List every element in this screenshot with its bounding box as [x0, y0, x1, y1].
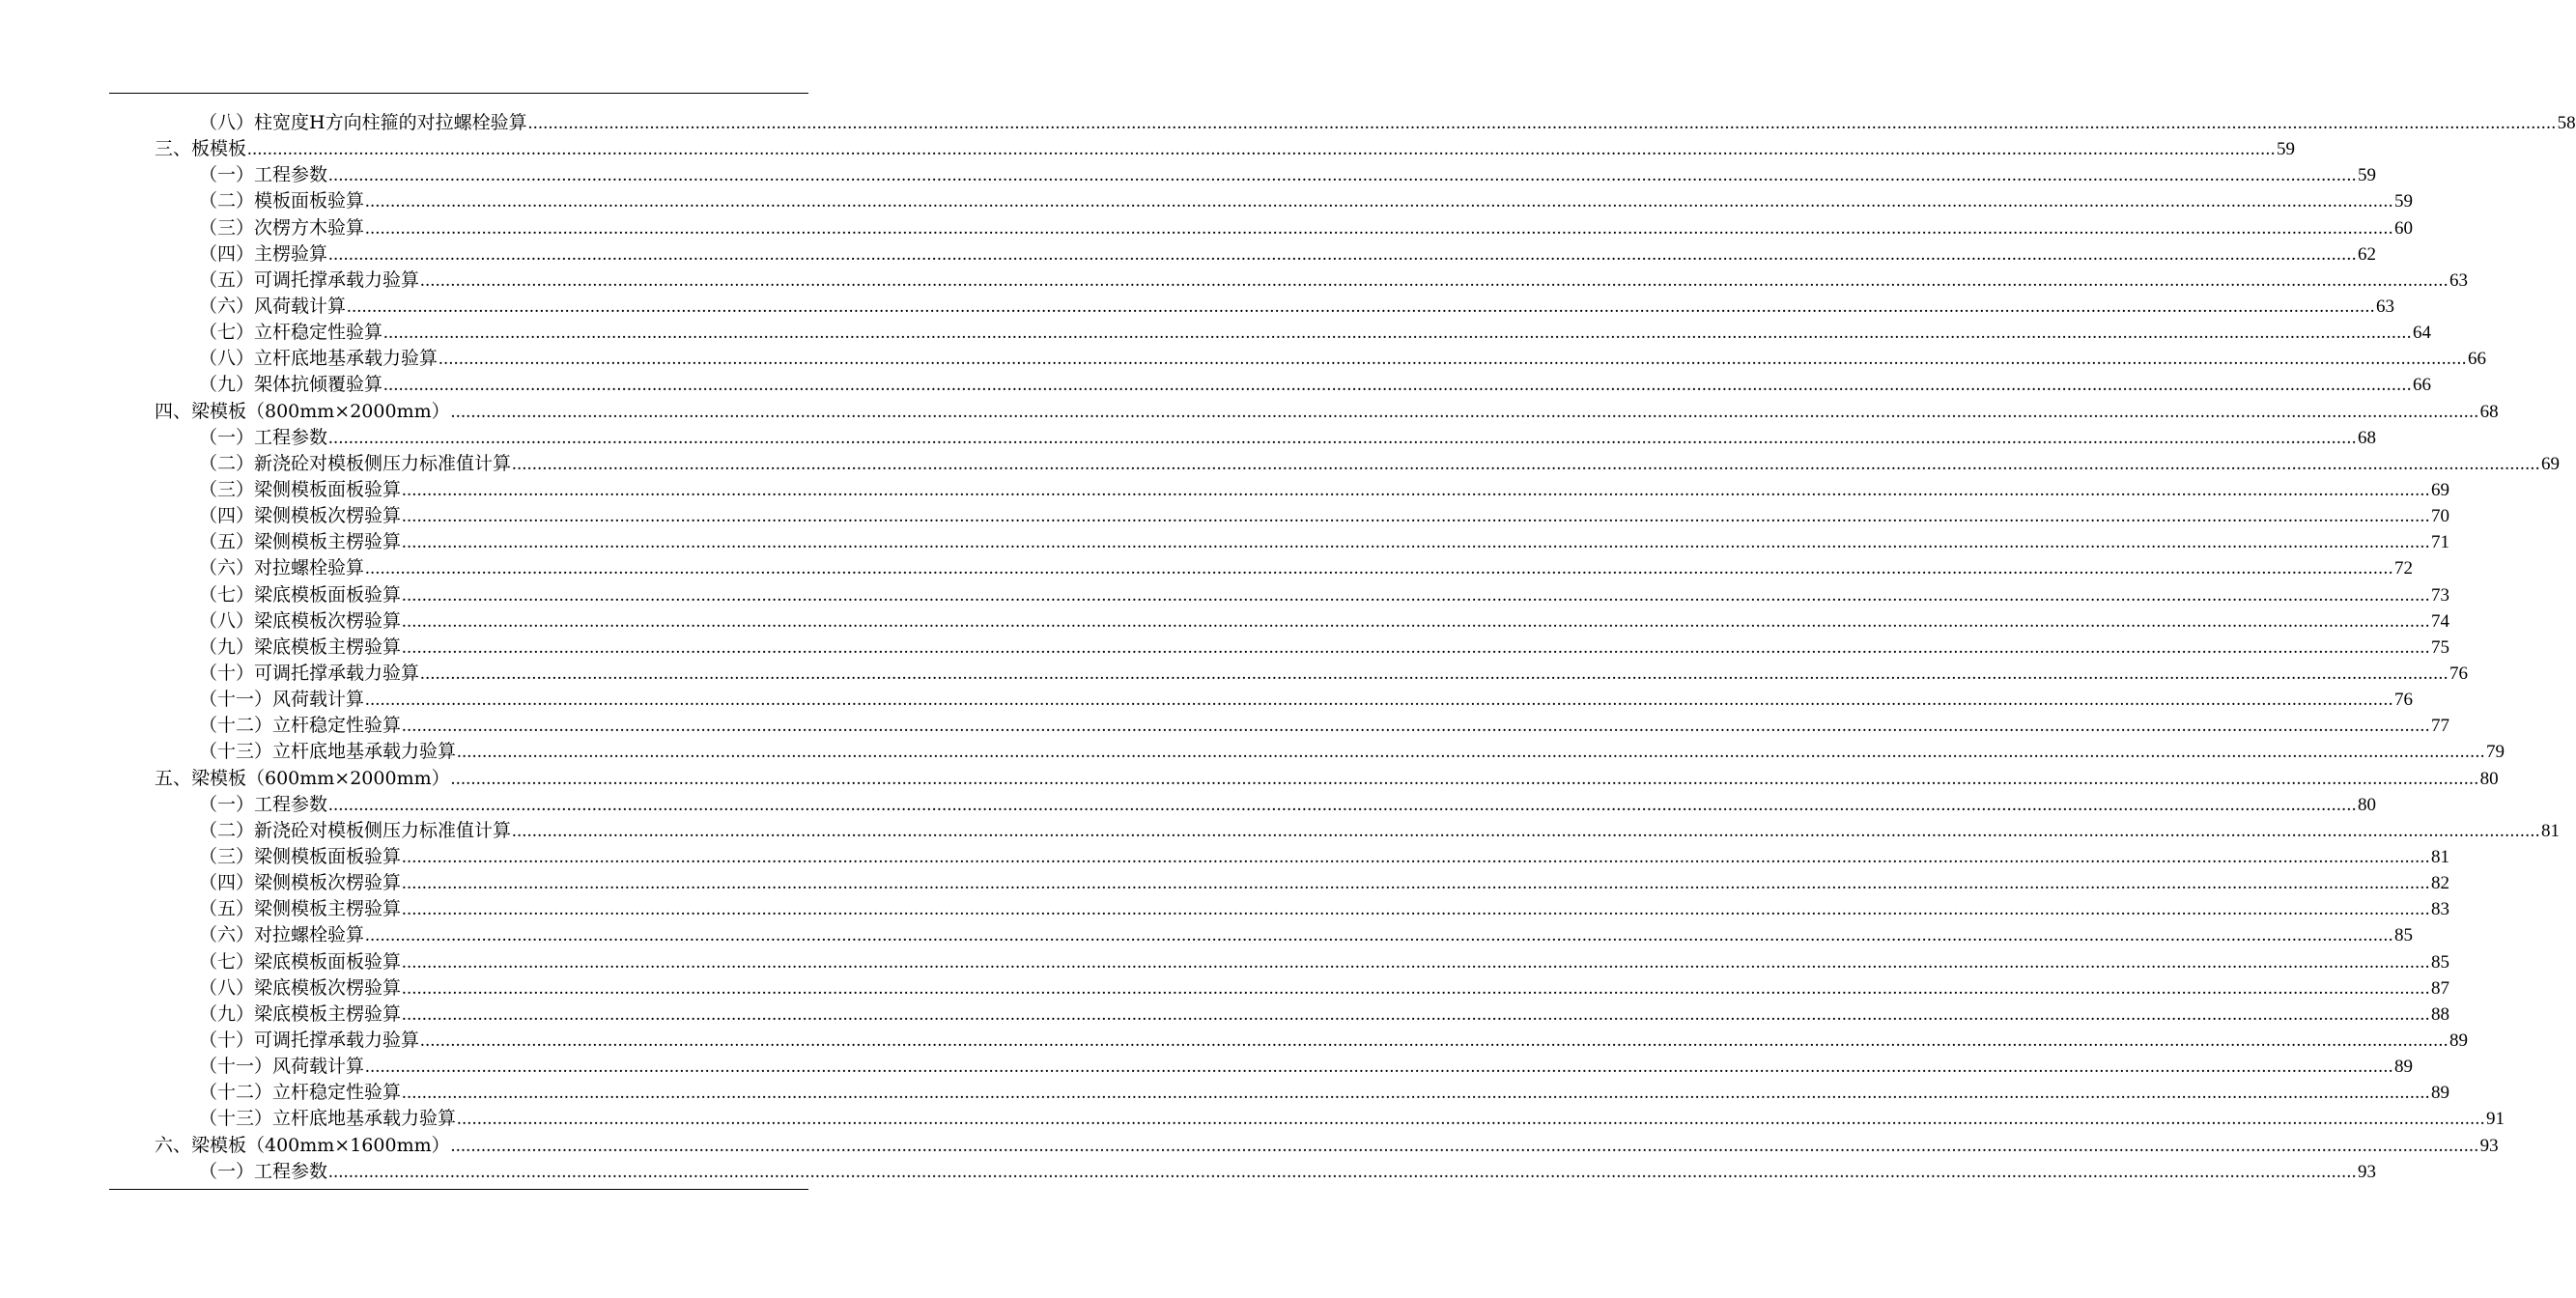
toc-page-number: 85: [2394, 925, 2414, 946]
toc-entry-line: [155, 399, 2499, 425]
toc-entry-line: [199, 661, 2469, 687]
toc-entry-line: [199, 975, 2450, 1002]
toc-entry-title: （八）梁底模板次楞验算: [199, 609, 402, 632]
toc-entry-title: （四）梁侧模板次楞验算: [199, 872, 402, 894]
toc-page-number: 72: [2394, 558, 2414, 579]
toc-page-number: 73: [2431, 584, 2450, 606]
toc-entry-title: （一）工程参数: [199, 793, 328, 815]
toc-page-number: 85: [2431, 951, 2450, 973]
toc-subsection-entry[interactable]: [0, 818, 2561, 844]
toc-entry-title: （十三）立杆底地基承载力验算: [199, 741, 457, 763]
toc-subsection-entry[interactable]: [0, 477, 2450, 503]
toc-subsection-entry[interactable]: [0, 1080, 2450, 1106]
toc-entry-title: （二）新浇砼对模板侧压力标准值计算: [199, 452, 512, 474]
toc-dot-leader: ................................................................................................................................................................................................................................................................................................................................................................................................................: [402, 977, 2431, 999]
toc-dot-leader: ................................................................................................................................................................................................................................................................................................................................................................................................................: [347, 296, 2376, 318]
toc-section-entry[interactable]: [0, 136, 2296, 162]
toc-section-entry[interactable]: [0, 766, 2499, 792]
toc-subsection-entry[interactable]: [0, 346, 2487, 372]
toc-page-number: 75: [2431, 636, 2450, 658]
toc-subsection-entry[interactable]: [0, 975, 2450, 1002]
toc-subsection-entry[interactable]: [0, 687, 2414, 713]
toc-entry-line: [199, 922, 2414, 948]
toc-entry-title: （四）主楞验算: [199, 242, 328, 265]
toc-dot-leader: ................................................................................................................................................................................................................................................................................................................................................................................................................: [328, 165, 2358, 186]
toc-dot-leader: ................................................................................................................................................................................................................................................................................................................................................................................................................: [450, 401, 2479, 422]
toc-dot-leader: ................................................................................................................................................................................................................................................................................................................................................................................................................: [402, 636, 2431, 658]
toc-subsection-entry[interactable]: [0, 1159, 2377, 1185]
toc-dot-leader: ................................................................................................................................................................................................................................................................................................................................................................................................................: [383, 375, 2413, 396]
toc-entry-title: 三、板模板: [155, 138, 247, 160]
toc-entry-title: （八）柱宽度H方向柱箍的对拉螺栓验算: [199, 112, 527, 134]
toc-section-entry[interactable]: [0, 399, 2499, 425]
toc-dot-leader: ................................................................................................................................................................................................................................................................................................................................................................................................................: [402, 610, 2431, 632]
toc-dot-leader: ................................................................................................................................................................................................................................................................................................................................................................................................................: [457, 742, 2486, 763]
toc-subsection-entry[interactable]: [0, 870, 2450, 896]
toc-entry-line: [199, 346, 2487, 372]
toc-entry-title: （六）风荷载计算: [199, 296, 347, 318]
toc-entry-line: [199, 792, 2377, 818]
toc-page-number: 77: [2431, 716, 2450, 737]
toc-entry-title: 六、梁模板（400mm×1600mm）: [155, 1134, 450, 1156]
toc-entry-title: （四）梁侧模板次楞验算: [199, 505, 402, 527]
toc-entry-line: [199, 555, 2414, 581]
toc-subsection-entry[interactable]: [0, 635, 2450, 661]
toc-entry-line: [199, 425, 2377, 451]
toc-page-number: 83: [2431, 899, 2450, 920]
toc-entry-line: [199, 844, 2450, 870]
toc-page-number: 70: [2431, 506, 2450, 527]
toc-entry-line: [199, 215, 2414, 241]
toc-page-number: 68: [2479, 401, 2499, 422]
toc-dot-leader: ................................................................................................................................................................................................................................................................................................................................................................................................................: [328, 1161, 2358, 1182]
toc-page-number: 88: [2431, 1003, 2450, 1025]
toc-entry-title: （八）梁底模板次楞验算: [199, 976, 402, 999]
toc-page-number: 79: [2486, 742, 2505, 763]
toc-subsection-entry[interactable]: [0, 268, 2469, 294]
toc-dot-leader: ................................................................................................................................................................................................................................................................................................................................................................................................................: [328, 427, 2358, 448]
toc-entry-title: （十三）立杆底地基承载力验算: [199, 1108, 457, 1130]
toc-subsection-entry[interactable]: [0, 792, 2377, 818]
toc-dot-leader: ................................................................................................................................................................................................................................................................................................................................................................................................................: [328, 243, 2358, 265]
toc-entry-title: （十二）立杆稳定性验算: [199, 1082, 402, 1104]
toc-entry-line: [199, 1028, 2469, 1054]
toc-page-number: 91: [2486, 1109, 2505, 1130]
toc-dot-leader: ................................................................................................................................................................................................................................................................................................................................................................................................................: [402, 716, 2431, 737]
toc-page-number: 63: [2449, 269, 2469, 291]
toc-dot-leader: ................................................................................................................................................................................................................................................................................................................................................................................................................: [420, 663, 2449, 685]
toc-page-number: 89: [2431, 1083, 2450, 1104]
toc-entry-title: （六）对拉螺栓验算: [199, 924, 365, 946]
toc-entry-title: （五）梁侧模板主楞验算: [199, 898, 402, 920]
toc-entry-title: （三）梁侧模板面板验算: [199, 479, 402, 501]
toc-entry-line: [199, 687, 2414, 713]
toc-page-number: 60: [2394, 217, 2414, 239]
toc-subsection-entry[interactable]: [0, 661, 2469, 687]
footer-rule: [109, 1189, 808, 1190]
toc-entry-line: [199, 268, 2469, 294]
toc-dot-leader: ................................................................................................................................................................................................................................................................................................................................................................................................................: [402, 873, 2431, 894]
table-of-contents: [0, 110, 2576, 1185]
toc-subsection-entry[interactable]: [0, 1028, 2469, 1054]
toc-subsection-entry[interactable]: [0, 110, 2576, 136]
toc-dot-leader: ................................................................................................................................................................................................................................................................................................................................................................................................................: [365, 925, 2394, 946]
toc-entry-title: （十一）风荷载计算: [199, 689, 365, 711]
toc-page-number: 66: [2468, 349, 2487, 370]
toc-dot-leader: ................................................................................................................................................................................................................................................................................................................................................................................................................: [527, 113, 2557, 134]
toc-subsection-entry[interactable]: [0, 608, 2450, 635]
toc-entry-title: （九）架体抗倾覆验算: [199, 374, 383, 396]
toc-entry-title: （一）工程参数: [199, 164, 328, 186]
toc-dot-leader: ................................................................................................................................................................................................................................................................................................................................................................................................................: [402, 480, 2431, 501]
toc-entry-title: （五）可调托撑承载力验算: [199, 268, 420, 291]
toc-dot-leader: ................................................................................................................................................................................................................................................................................................................................................................................................................: [402, 899, 2431, 920]
toc-page-number: 63: [2376, 296, 2395, 318]
toc-dot-leader: ................................................................................................................................................................................................................................................................................................................................................................................................................: [420, 269, 2449, 291]
toc-entry-line: [199, 1002, 2450, 1028]
toc-entry-title: （十二）立杆稳定性验算: [199, 715, 402, 737]
toc-subsection-entry[interactable]: [0, 320, 2432, 346]
toc-page-number: 58: [2557, 113, 2576, 134]
toc-page-number: 69: [2541, 453, 2561, 474]
toc-entry-title: （五）梁侧模板主楞验算: [199, 531, 402, 553]
toc-entry-line: [199, 949, 2450, 975]
toc-subsection-entry[interactable]: [0, 844, 2450, 870]
toc-entry-title: （十）可调托撑承载力验算: [199, 1029, 420, 1051]
toc-subsection-entry[interactable]: [0, 215, 2414, 241]
toc-entry-line: [199, 372, 2432, 398]
toc-entry-title: （九）梁底模板主楞验算: [199, 635, 402, 658]
toc-entry-title: （一）工程参数: [199, 1160, 328, 1182]
toc-subsection-entry[interactable]: [0, 582, 2450, 608]
toc-entry-line: [155, 766, 2499, 792]
toc-page-number: 71: [2431, 532, 2450, 553]
toc-dot-leader: ................................................................................................................................................................................................................................................................................................................................................................................................................: [512, 453, 2541, 474]
toc-dot-leader: ................................................................................................................................................................................................................................................................................................................................................................................................................: [402, 506, 2431, 527]
toc-entry-title: （九）梁底模板主楞验算: [199, 1002, 402, 1025]
toc-entry-line: [199, 635, 2450, 661]
toc-dot-leader: ................................................................................................................................................................................................................................................................................................................................................................................................................: [383, 323, 2413, 344]
toc-entry-line: [155, 136, 2296, 162]
toc-entry-line: [155, 1133, 2499, 1159]
toc-dot-leader: ................................................................................................................................................................................................................................................................................................................................................................................................................: [450, 768, 2479, 789]
toc-entry-title: （二）新浇砼对模板侧压力标准值计算: [199, 819, 512, 841]
toc-entry-title: （七）梁底模板面板验算: [199, 950, 402, 973]
toc-page-number: 93: [2479, 1135, 2499, 1156]
toc-page-number: 81: [2541, 820, 2561, 841]
toc-page-number: 74: [2431, 610, 2450, 632]
toc-subsection-entry[interactable]: [0, 294, 2395, 320]
toc-entry-line: [199, 1080, 2450, 1106]
toc-section-entry[interactable]: [0, 1132, 2499, 1158]
toc-page-number: 80: [2358, 794, 2377, 815]
toc-subsection-entry[interactable]: [0, 555, 2414, 581]
toc-entry-title: （八）立杆底地基承载力验算: [199, 348, 439, 370]
toc-page-number: 87: [2431, 977, 2450, 999]
toc-subsection-entry[interactable]: [0, 922, 2414, 948]
toc-entry-title: （二）模板面板验算: [199, 190, 365, 212]
toc-entry-title: 四、梁模板（800mm×2000mm）: [155, 400, 450, 422]
toc-page-number: 59: [2277, 139, 2296, 160]
toc-dot-leader: ................................................................................................................................................................................................................................................................................................................................................................................................................: [439, 349, 2468, 370]
toc-subsection-entry[interactable]: [0, 503, 2450, 529]
toc-dot-leader: ................................................................................................................................................................................................................................................................................................................................................................................................................: [402, 847, 2431, 867]
toc-entry-title: （三）梁侧模板面板验算: [199, 846, 402, 867]
toc-entry-line: [199, 188, 2414, 214]
toc-entry-line: [199, 739, 2505, 765]
toc-dot-leader: ................................................................................................................................................................................................................................................................................................................................................................................................................: [402, 532, 2431, 553]
toc-entry-line: [199, 162, 2377, 188]
toc-page-number: 69: [2431, 480, 2450, 501]
toc-page-number: 81: [2431, 847, 2450, 867]
toc-page-number: 68: [2358, 427, 2377, 448]
toc-page-number: 80: [2479, 768, 2499, 789]
toc-entry-line: [199, 1159, 2377, 1185]
toc-entry-line: [199, 294, 2395, 320]
toc-entry-line: [199, 529, 2450, 555]
toc-subsection-entry[interactable]: [0, 529, 2450, 555]
toc-dot-leader: ................................................................................................................................................................................................................................................................................................................................................................................................................: [365, 217, 2394, 239]
toc-subsection-entry[interactable]: [0, 1054, 2414, 1080]
toc-entry-line: [199, 582, 2450, 608]
toc-entry-title: （十一）风荷载计算: [199, 1056, 365, 1078]
toc-entry-title: （十）可调托撑承载力验算: [199, 663, 420, 685]
toc-page-number: 89: [2394, 1057, 2414, 1078]
toc-entry-line: [199, 870, 2450, 896]
toc-dot-leader: ................................................................................................................................................................................................................................................................................................................................................................................................................: [402, 1003, 2431, 1025]
toc-dot-leader: ................................................................................................................................................................................................................................................................................................................................................................................................................: [457, 1109, 2486, 1130]
toc-page-number: 93: [2358, 1161, 2377, 1182]
toc-subsection-entry[interactable]: [0, 739, 2505, 765]
toc-subsection-entry[interactable]: [0, 241, 2377, 268]
toc-entry-line: [199, 896, 2450, 922]
toc-page-number: 59: [2394, 191, 2414, 212]
toc-entry-line: [199, 1106, 2505, 1132]
toc-subsection-entry[interactable]: [0, 372, 2432, 398]
toc-page-number: 64: [2413, 323, 2432, 344]
toc-page-number: 66: [2413, 375, 2432, 396]
toc-entry-line: [199, 110, 2576, 136]
toc-dot-leader: ................................................................................................................................................................................................................................................................................................................................................................................................................: [402, 1083, 2431, 1104]
toc-page-number: 62: [2358, 243, 2377, 265]
toc-page-number: 76: [2394, 690, 2414, 711]
toc-entry-line: [199, 320, 2432, 346]
toc-dot-leader: ................................................................................................................................................................................................................................................................................................................................................................................................................: [420, 1030, 2449, 1051]
toc-entry-line: [199, 477, 2450, 503]
toc-subsection-entry[interactable]: [0, 896, 2450, 922]
toc-dot-leader: ................................................................................................................................................................................................................................................................................................................................................................................................................: [365, 558, 2394, 579]
toc-dot-leader: ................................................................................................................................................................................................................................................................................................................................................................................................................: [247, 139, 2277, 160]
toc-subsection-entry[interactable]: [0, 188, 2414, 214]
toc-entry-line: [199, 451, 2561, 477]
toc-entry-line: [199, 241, 2377, 268]
header-rule: [109, 93, 808, 94]
toc-entry-title: （七）梁底模板面板验算: [199, 583, 402, 606]
toc-page-number: 89: [2449, 1030, 2469, 1051]
toc-entry-title: （六）对拉螺栓验算: [199, 557, 365, 579]
toc-page-number: 76: [2449, 663, 2469, 685]
toc-dot-leader: ................................................................................................................................................................................................................................................................................................................................................................................................................: [365, 1057, 2394, 1078]
toc-entry-line: [199, 818, 2561, 844]
toc-entry-title: （一）工程参数: [199, 426, 328, 448]
toc-dot-leader: ................................................................................................................................................................................................................................................................................................................................................................................................................: [365, 191, 2394, 212]
toc-dot-leader: ................................................................................................................................................................................................................................................................................................................................................................................................................: [365, 690, 2394, 711]
toc-subsection-entry[interactable]: [0, 451, 2561, 477]
toc-subsection-entry[interactable]: [0, 162, 2377, 188]
toc-entry-line: [199, 503, 2450, 529]
toc-dot-leader: ................................................................................................................................................................................................................................................................................................................................................................................................................: [512, 820, 2541, 841]
toc-subsection-entry[interactable]: [0, 1106, 2505, 1132]
toc-entry-line: [199, 713, 2450, 739]
toc-entry-line: [199, 1054, 2414, 1080]
toc-entry-title: （七）立杆稳定性验算: [199, 322, 383, 344]
toc-dot-leader: ................................................................................................................................................................................................................................................................................................................................................................................................................: [450, 1135, 2479, 1156]
toc-subsection-entry[interactable]: [0, 425, 2377, 451]
toc-subsection-entry[interactable]: [0, 713, 2450, 739]
toc-dot-leader: ................................................................................................................................................................................................................................................................................................................................................................................................................: [328, 794, 2358, 815]
toc-dot-leader: ................................................................................................................................................................................................................................................................................................................................................................................................................: [402, 584, 2431, 606]
toc-dot-leader: ................................................................................................................................................................................................................................................................................................................................................................................................................: [402, 951, 2431, 973]
toc-entry-line: [199, 608, 2450, 635]
toc-entry-title: 五、梁模板（600mm×2000mm）: [155, 767, 450, 789]
toc-page-number: 59: [2358, 165, 2377, 186]
toc-subsection-entry[interactable]: [0, 949, 2450, 975]
toc-subsection-entry[interactable]: [0, 1002, 2450, 1028]
toc-entry-title: （三）次楞方木验算: [199, 216, 365, 239]
toc-page-number: 82: [2431, 873, 2450, 894]
